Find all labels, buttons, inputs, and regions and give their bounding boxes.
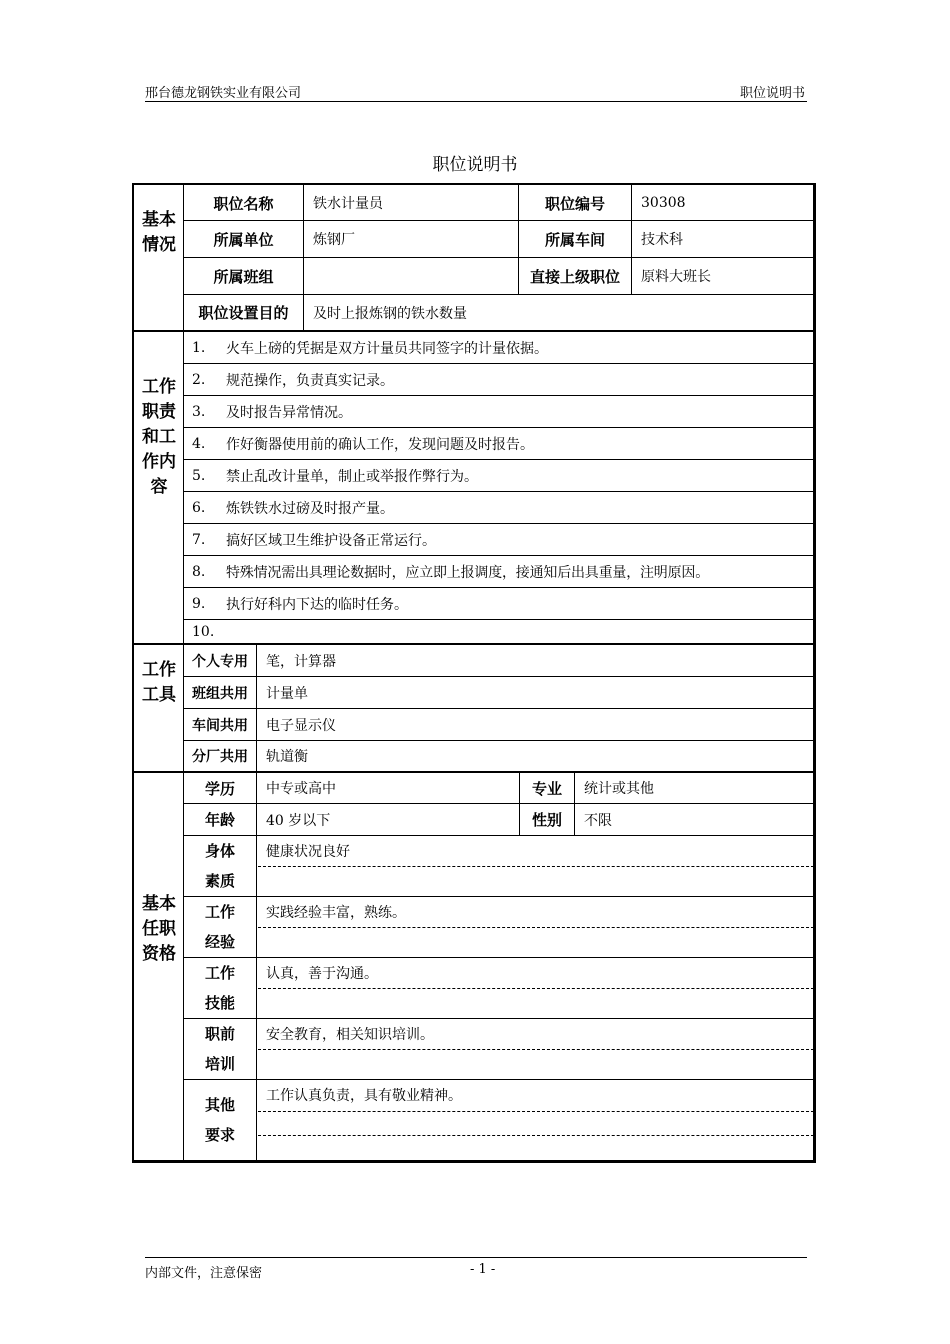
skills-value: 认真，善于沟通。 (266, 965, 378, 982)
experience-label: 工作 (204, 903, 235, 921)
section-qualifications-label: 基本任职资格 (142, 894, 176, 964)
unit-label: 所属单位 (213, 230, 274, 249)
team-label: 所属班组 (213, 267, 274, 286)
unit-value: 炼钢厂 (313, 232, 355, 248)
duty-item (192, 588, 408, 619)
duty-item (192, 396, 352, 427)
duty-item (192, 492, 394, 523)
duty-text: 炼铁铁水过磅及时报产量。 (226, 500, 394, 517)
duty-text: 特殊情况需出具理论数据时，应立即上报调度，接通知后出具重量，注明原因。 (226, 564, 709, 581)
physical-label-2: 素质 (204, 871, 235, 890)
tools-plant-label: 分厂共用 (192, 749, 248, 765)
section-tools-label: 工作工具 (142, 660, 176, 705)
duty-item (192, 428, 534, 459)
superior-label: 直接上级职位 (529, 267, 620, 286)
purpose-label: 职位设置目的 (198, 304, 289, 322)
duty-item (192, 620, 226, 643)
position-name-value: 铁水计量员 (313, 196, 383, 212)
duty-text: 执行好科内下达的临时任务。 (226, 596, 408, 613)
major-value: 统计或其他 (584, 781, 654, 797)
other-value: 工作认真负责，具有敬业精神。 (266, 1088, 462, 1104)
duty-text: 及时报告异常情况。 (226, 404, 352, 421)
tools-team-value: 计量单 (266, 685, 308, 702)
experience-label-2: 经验 (204, 932, 235, 951)
gender-value: 不限 (584, 812, 612, 829)
skills-label-2: 技能 (204, 993, 235, 1012)
tools-workshop-label: 车间共用 (192, 717, 248, 734)
duty-number: 5. (192, 467, 206, 484)
duty-text: 火车上磅的凭据是双方计量员共同签字的计量依据。 (226, 340, 548, 357)
duty-item (192, 460, 478, 491)
tools-team-label: 班组共用 (192, 685, 248, 702)
page-number: - 1 - (470, 1262, 496, 1277)
duty-number: 3. (192, 403, 206, 420)
tools-personal-label: 个人专用 (192, 653, 248, 670)
physical-label: 身体 (204, 842, 235, 860)
duty-number: 9. (192, 595, 206, 612)
duty-number: 1. (192, 339, 206, 356)
duty-item (192, 364, 394, 395)
company-name: 邢台德龙钢铁实业有限公司 (145, 86, 302, 101)
workshop-value: 技术科 (641, 232, 683, 248)
other-label: 其他 (204, 1096, 235, 1114)
age-label: 年龄 (204, 811, 235, 829)
document-title: 职位说明书 (432, 155, 518, 175)
header-doc-type: 职位说明书 (739, 86, 805, 101)
position-code-label: 职位编号 (544, 194, 605, 213)
tools-personal-value: 笔，计算器 (266, 653, 336, 670)
tools-plant-value: 轨道衡 (266, 749, 308, 765)
purpose-value: 及时上报炼钢的铁水数量 (313, 305, 467, 322)
superior-value: 原料大班长 (641, 269, 711, 285)
skills-label: 工作 (204, 964, 235, 982)
confidential-note: 内部文件，注意保密 (145, 1266, 263, 1281)
duty-item (192, 556, 709, 587)
physical-value: 健康状况良好 (266, 843, 350, 860)
tools-workshop-value: 电子显示仪 (266, 717, 336, 734)
duty-item (192, 332, 548, 363)
footer-rule (145, 1257, 807, 1258)
position-code-value: 30308 (641, 195, 686, 211)
duty-text: 搞好区域卫生维护设备正常运行。 (226, 532, 436, 549)
duty-text: 禁止乱改计量单，制止或举报作弊行为。 (226, 468, 478, 485)
education-label: 学历 (204, 779, 235, 798)
workshop-label: 所属车间 (544, 230, 605, 249)
duty-number: 2. (192, 371, 206, 388)
position-name-label: 职位名称 (213, 194, 274, 213)
gender-label: 性别 (531, 811, 562, 829)
training-value: 安全教育，相关知识培训。 (266, 1026, 434, 1043)
section-basic-info-label: 基本情况 (142, 210, 176, 255)
duty-number: 6. (192, 499, 206, 516)
experience-value: 实践经验丰富，熟练。 (266, 904, 406, 921)
education-value: 中专或高中 (266, 781, 336, 797)
header-rule (145, 101, 807, 102)
duty-item (192, 524, 436, 555)
training-label: 职前 (204, 1025, 235, 1043)
team-value (304, 258, 313, 294)
duty-text: 规范操作，负责真实记录。 (226, 372, 394, 389)
training-label-2: 培训 (204, 1054, 235, 1073)
age-value: 40 岁以下 (266, 812, 331, 829)
major-label: 专业 (531, 779, 562, 798)
other-label-2: 要求 (204, 1125, 235, 1144)
duty-number: 8. (192, 563, 206, 580)
duty-number: 4. (192, 435, 206, 452)
duty-number: 7. (192, 531, 206, 548)
section-duties-label: 工作职责和工作内容 (142, 377, 176, 497)
duty-text: 作好衡器使用前的确认工作，发现问题及时报告。 (226, 436, 534, 453)
duty-number: 10. (192, 623, 215, 640)
